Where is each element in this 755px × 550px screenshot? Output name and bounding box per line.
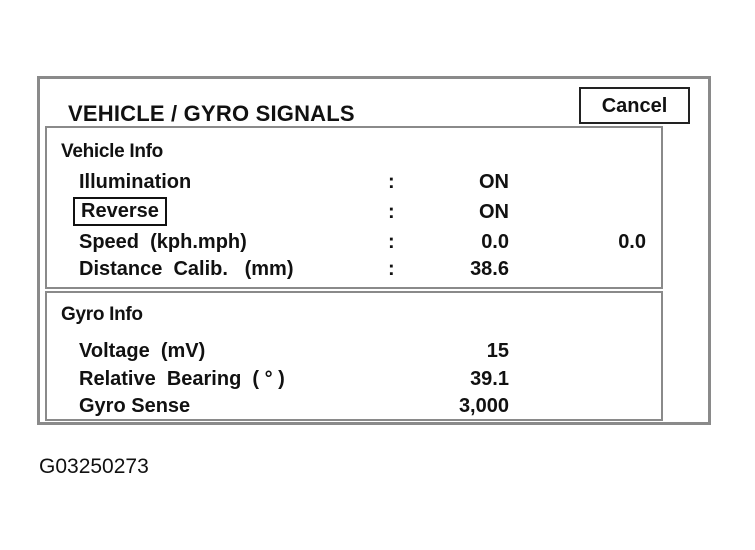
row-value: ON (479, 201, 509, 223)
vehicle-info-panel (45, 126, 663, 289)
gyro-row-gyro-sense (47, 392, 661, 420)
cancel-button[interactable]: Cancel (579, 87, 690, 124)
row-colon: : (388, 201, 395, 223)
signals-screen (37, 76, 711, 425)
row-value: 0.0 (481, 231, 509, 253)
row-label: Gyro Sense (79, 395, 191, 417)
vehicle-row-reverse (47, 198, 661, 226)
gyro-row-relative-bearing (47, 365, 661, 393)
row-value: 15 (486, 340, 509, 362)
row-colon: : (388, 171, 395, 193)
vehicle-row-speed (47, 228, 661, 256)
row-label: Speed (kph.mph) (79, 231, 247, 253)
row-label: Relative Bearing ( ° ) (79, 368, 285, 390)
vehicle-row-illumination (47, 168, 661, 196)
figure-id: G03250273 (39, 455, 149, 478)
row-label: Distance Calib. (mm) (79, 258, 294, 280)
vehicle-info-heading: Vehicle Info (61, 141, 163, 162)
row-value: 39.1 (470, 368, 509, 390)
row-colon: : (388, 231, 395, 253)
vehicle-row-distance-calib (47, 255, 661, 283)
row-label: Illumination (79, 171, 192, 193)
screen-title: VEHICLE / GYRO SIGNALS (68, 101, 355, 126)
row-value: 3,000 (458, 395, 509, 417)
row-label-selected[interactable]: Reverse (73, 197, 167, 226)
gyro-info-panel (45, 291, 663, 421)
row-value: 38.6 (470, 258, 509, 280)
row-label: Voltage (mV) (79, 340, 206, 362)
row-value: ON (479, 171, 509, 193)
row-colon: : (388, 258, 395, 280)
gyro-row-voltage (47, 337, 661, 365)
row-value-secondary: 0.0 (618, 231, 646, 253)
gyro-info-heading: Gyro Info (61, 304, 143, 325)
